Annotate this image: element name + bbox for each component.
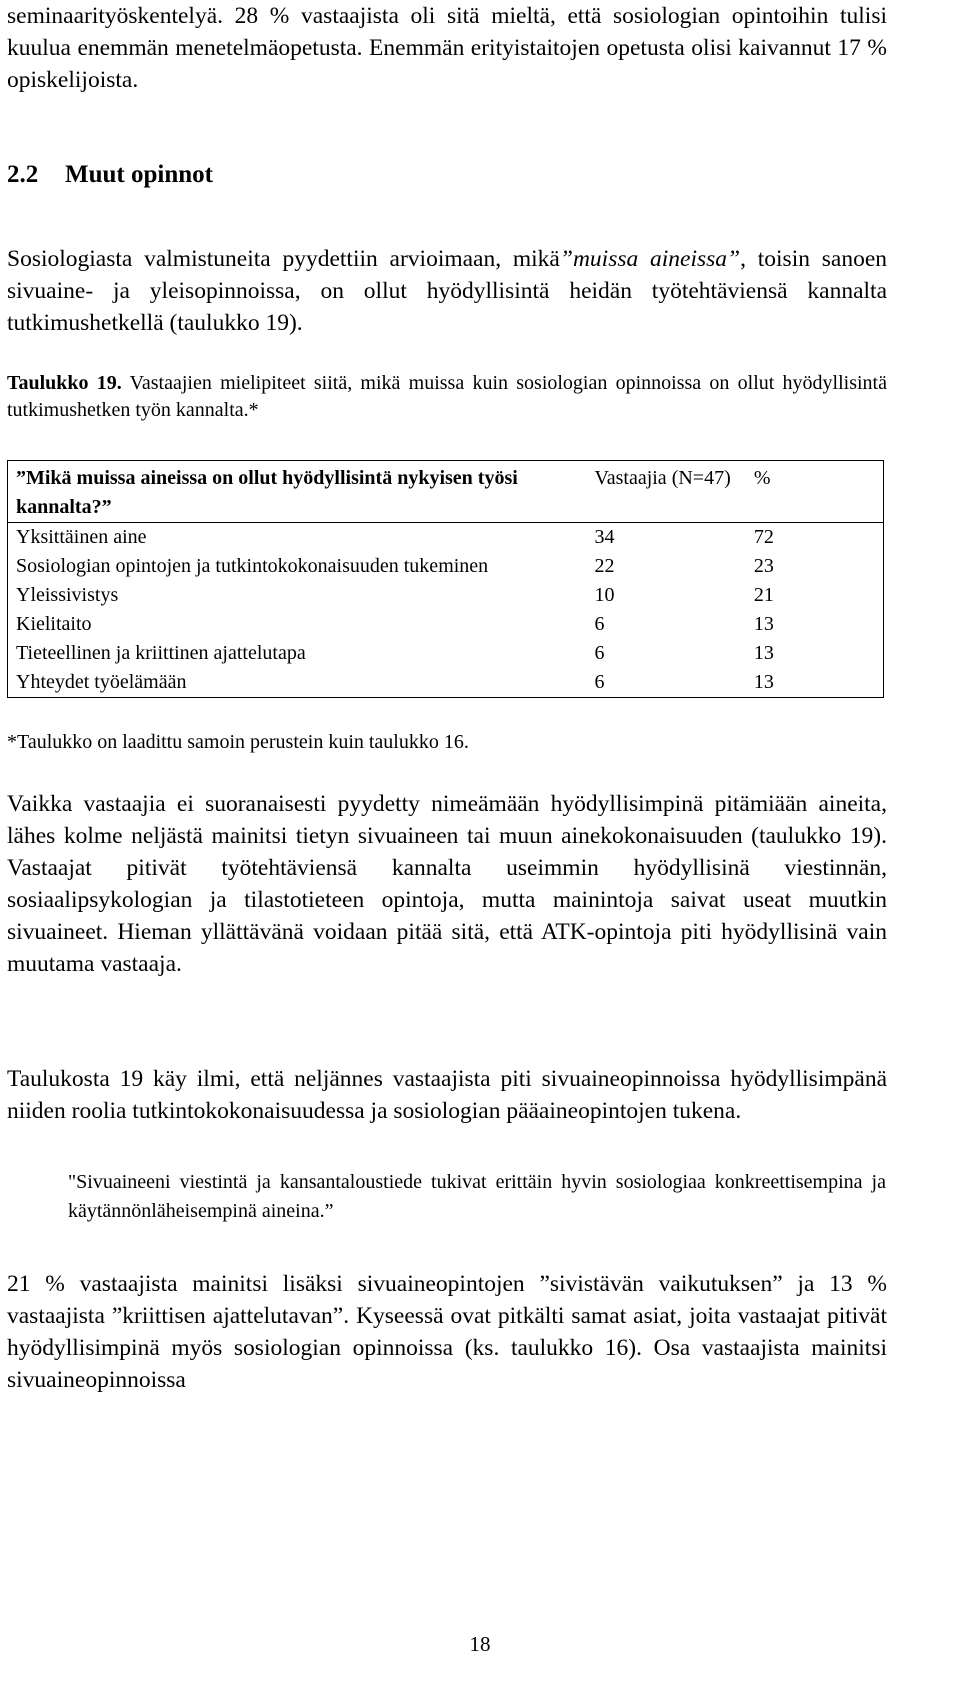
table-cell-percent: 23 — [753, 555, 774, 577]
table-cell-count: 10 — [594, 584, 615, 606]
table-caption-text: Vastaajien mielipiteet siitä, mikä muissa kuin sosiologian opinnoissa on ollut hyödyllisintä tutkimushetken työn kannalta.* — [7, 372, 887, 421]
section-title: Muut opinnot — [65, 161, 213, 188]
data-table — [7, 460, 884, 698]
table-cell-count: 6 — [594, 642, 605, 664]
paragraph-3: Taulukosta 19 käy ilmi, että neljännes vastaajista piti sivuaineopinnoissa hyödyllisimpänä niiden roolia tutkintokokonaisuudessa ja sosiologian pääaineopintojen tukena. — [7, 1066, 887, 1124]
table-header-percent: % — [753, 467, 771, 489]
paragraph-2: Vaikka vastaajia ei suoranaisesti pyydetty nimeämään hyödyllisimpinä pitämiään aineita, lähes kolme neljästä mainitsi tietyn sivuaineen tai muun ainekokonaisuuden (taulukko 19). Vastaajat pitivät työtehtäviensä kannalta useimmin hyödyllisinä viestinnän, sosiaalipsykologian ja tilastotieteen opintoja, mutta mainintoja saivat useat muutkin sivuaineet. Hieman yllättävänä voidaan pitää sitä, että ATK-opintoja piti hyödyllisinä vain muutama vastaaja. — [7, 791, 887, 977]
table-cell-label: Yhteydet työelämään — [16, 671, 187, 693]
table-cell-label: Yksittäinen aine — [16, 526, 147, 548]
table-row — [8, 610, 884, 639]
table-row — [8, 581, 884, 610]
table-cell-label: Tieteellinen ja kriittinen ajattelutapa — [16, 642, 306, 664]
paragraph-1-post: , toisin sanoen sivuaine- ja yleisopinnoissa, on ollut hyödyllisintä heidän työtehtäviensä kannalta tutkimushetkellä (taulukko 19). — [7, 246, 887, 336]
section-heading — [7, 161, 213, 189]
table-header-question: ”Mikä muissa aineissa on ollut hyödyllisintä nykyisen työsi kannalta?” — [16, 467, 518, 518]
table-caption — [7, 370, 887, 424]
table-header-respondents: Vastaajia (N=47) — [594, 467, 731, 489]
table-row — [8, 639, 884, 668]
paragraph-1-italic: ”muissa aineissa” — [559, 246, 741, 272]
table-cell-count: 6 — [594, 671, 605, 693]
table-cell-label: Yleissivistys — [16, 584, 119, 606]
table-header-row — [8, 461, 884, 523]
quote-block: "Sivuaineeni viestintä ja kansantaloustiede tukivat erittäin hyvin sosiologiaa konkreettisempina ja käytännönläheisempinä aineina.” — [68, 1171, 886, 1222]
table-row — [8, 668, 884, 698]
table-cell-count: 22 — [594, 555, 615, 577]
table-cell-percent: 13 — [753, 671, 774, 693]
table-row — [8, 523, 884, 553]
paragraph-1 — [7, 243, 887, 339]
table-cell-count: 34 — [594, 526, 615, 548]
intro-paragraph: seminaarityöskentelyä. 28 % vastaajista oli sitä mieltä, että sosiologian opintoihin tulisi kuulua enemmän menetelmäopetusta. Enemmän erityistaitojen opetusta olisi kaivannut 17 % opiskelijoista. — [7, 3, 887, 93]
table-row — [8, 552, 884, 581]
table-footnote: *Taulukko on laadittu samoin perustein kuin taulukko 16. — [7, 731, 469, 753]
paragraph-1-pre: Sosiologiasta valmistuneita pyydettiin arvioimaan, mikä — [7, 246, 560, 272]
table-cell-percent: 13 — [753, 613, 774, 635]
table-cell-label: Kielitaito — [16, 613, 92, 635]
paragraph-4: 21 % vastaajista mainitsi lisäksi sivuaineopintojen ”sivistävän vaikutuksen” ja 13 % vastaajista ”kriittisen ajattelutavan”. Kyseessä ovat pitkälti samat asiat, joita vastaajat pitivät hyödyllisimpinä myös sosiologian opinnoissa (ks. taulukko 16). Osa vastaajista mainitsi sivuaineopinnoissa — [7, 1271, 887, 1393]
table-cell-label: Sosiologian opintojen ja tutkintokokonaisuuden tukeminen — [16, 555, 489, 577]
table-caption-label: Taulukko 19. — [7, 372, 122, 394]
table-cell-count: 6 — [594, 613, 605, 635]
table-cell-percent: 72 — [753, 526, 774, 548]
table-cell-percent: 21 — [753, 584, 774, 606]
section-number: 2.2 — [7, 161, 39, 188]
page-number: 18 — [469, 1632, 491, 1656]
table-cell-percent: 13 — [753, 642, 774, 664]
